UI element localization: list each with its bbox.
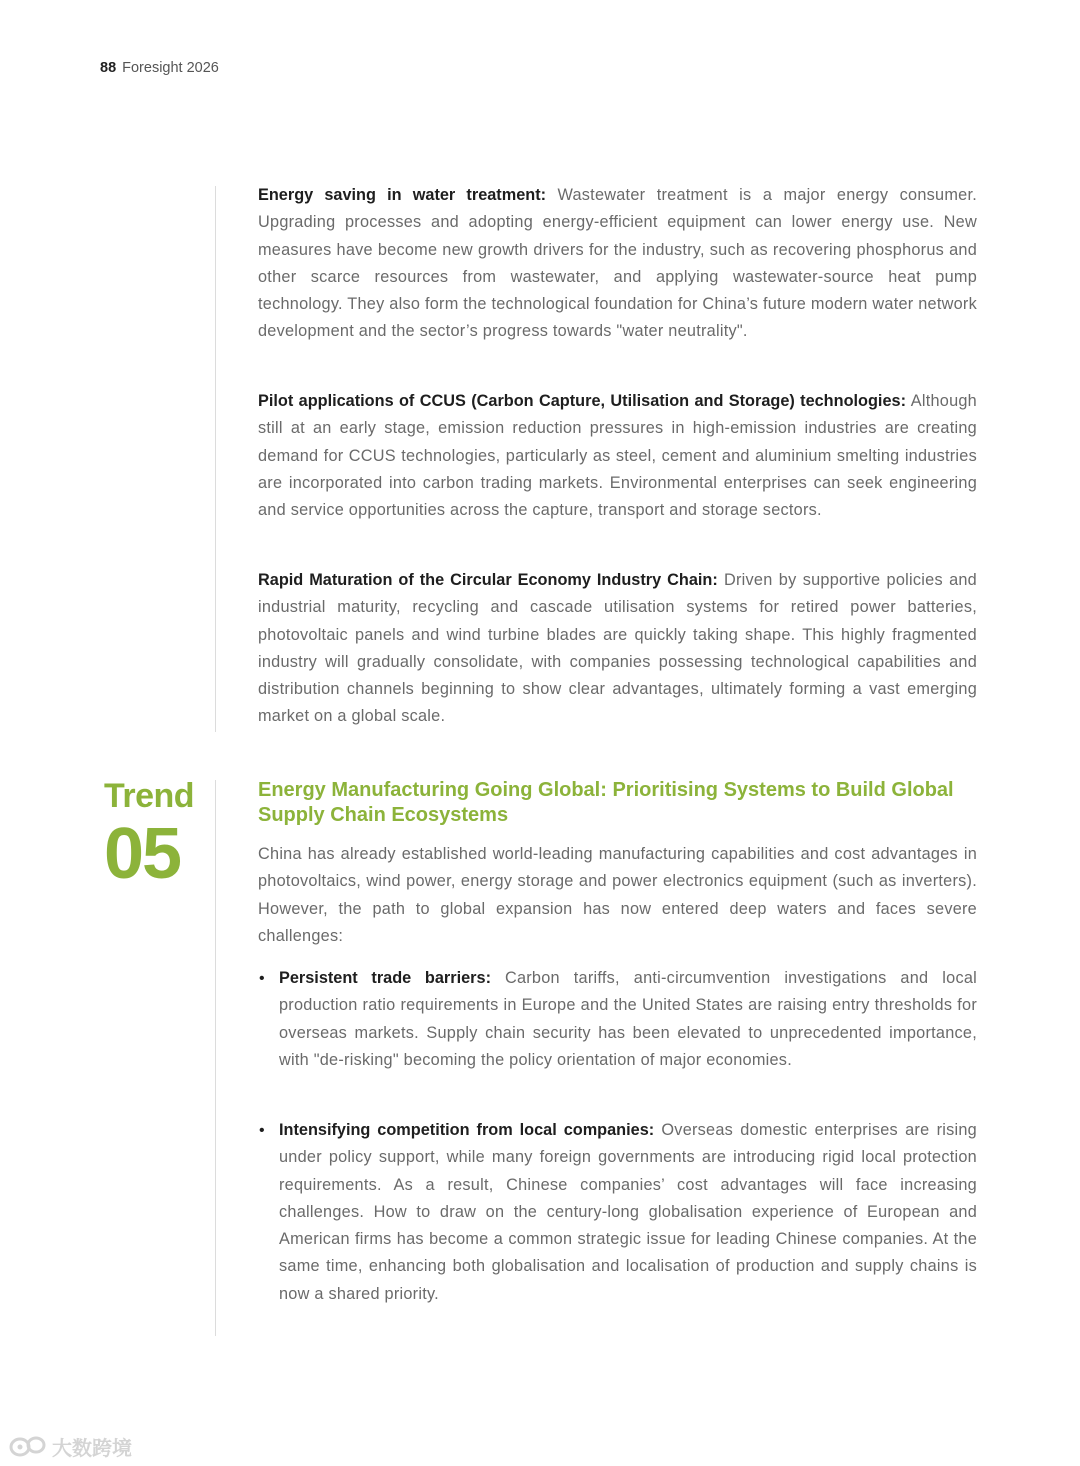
paragraph-body: Driven by supportive policies and industrial maturity, recycling and cascade utilisation systems for retired power batteries, photovoltaic panels and wind turbine blades are quickly taking shape. This highly fragmented industry will gradually consolidate, with companies possessing technological capabilities and distribution channels beginning to show clear advantages, ultimately forming a vast emerging market on a global scale. xyxy=(258,571,977,726)
challenge-list-continued xyxy=(258,1117,977,1308)
paragraph-body: Wastewater treatment is a major energy consumer. Upgrading processes and adopting energy-efficient equipment can lower energy use. New measures have become new growth drivers for the industry, such as recovering phosphorus and other scarce resources from wastewater, and applying wastewater-source heat pump technology. They also form the technological foundation for China’s future modern water network development and the sector’s progress towards "water neutrality". xyxy=(258,186,977,341)
trend-number: 05 xyxy=(104,814,181,894)
trend-heading: Energy Manufacturing Going Global: Prioritising Systems to Build Global Supply Chain Ecosystems xyxy=(258,779,954,826)
challenge-list xyxy=(258,965,977,1074)
list-item-heading: Intensifying competition from local companies: xyxy=(279,1121,655,1139)
list-item xyxy=(258,1117,977,1308)
paragraph-body: Although still at an early stage, emission reduction pressures in high-emission industries are creating demand for CCUS technologies, particularly as steel, cement and aluminium smelting industries are incorporated into carbon trading markets. Environmental enterprises can seek engineering and service opportunities across the capture, transport and storage sectors. xyxy=(258,392,977,520)
bullet-marker: • xyxy=(259,1122,265,1139)
paragraph-heading: Energy saving in water treatment: xyxy=(258,186,547,204)
list-item-text xyxy=(279,965,977,1074)
section-ccus xyxy=(258,388,977,524)
watermark xyxy=(8,1432,132,1461)
publication-title: Foresight 2026 xyxy=(122,60,219,76)
section-divider-top xyxy=(215,186,216,732)
section-divider-bottom xyxy=(215,780,216,1336)
bullet-marker: • xyxy=(259,970,265,987)
intro-paragraph: China has already established world-leading manufacturing capabilities and cost advantages in photovoltaics, wind power, energy storage and power electronics equipment (such as inverters). However, the path to global expansion has now entered deep waters and faces severe challenges: xyxy=(258,845,977,945)
list-item-heading: Persistent trade barriers: xyxy=(279,969,491,987)
paragraph xyxy=(258,388,977,524)
list-item xyxy=(258,965,977,1074)
page-number: 88 xyxy=(100,60,117,76)
trend-intro xyxy=(258,841,977,950)
page-header xyxy=(100,60,219,76)
watermark-text: 大数跨境 xyxy=(52,1438,132,1460)
eye-logo-icon xyxy=(8,1434,48,1460)
list-item-body: Carbon tariffs, anti-circumvention investigations and local production ratio requirements in Europe and the United States are raising entry thresholds for overseas markets. Supply chain security has been elevated to unprecedented importance, with "de-risking" becoming the policy orientation of major economies. xyxy=(279,969,978,1069)
trend-label xyxy=(104,776,195,894)
paragraph-heading: Rapid Maturation of the Circular Economy Industry Chain: xyxy=(258,571,718,589)
paragraph xyxy=(258,567,977,731)
paragraph-heading: Pilot applications of CCUS (Carbon Capture, Utilisation and Storage) technologies: xyxy=(258,392,906,410)
list-item-text xyxy=(279,1117,977,1308)
paragraph xyxy=(258,182,977,346)
section-water-treatment xyxy=(258,182,977,346)
list-item-body: Overseas domestic enterprises are rising under policy support, while many foreign governments are introducing rigid local protection requirements. As a result, Chinese companies’ cost advantages will face increasing challenges. How to draw on the century-long globalisation experience of European and American firms has become a common strategic issue for leading Chinese companies. At the same time, enhancing both globalisation and localisation of production and supply chains is now a shared priority. xyxy=(279,1121,977,1303)
section-circular-economy xyxy=(258,567,977,731)
trend-word: Trend xyxy=(104,777,195,815)
